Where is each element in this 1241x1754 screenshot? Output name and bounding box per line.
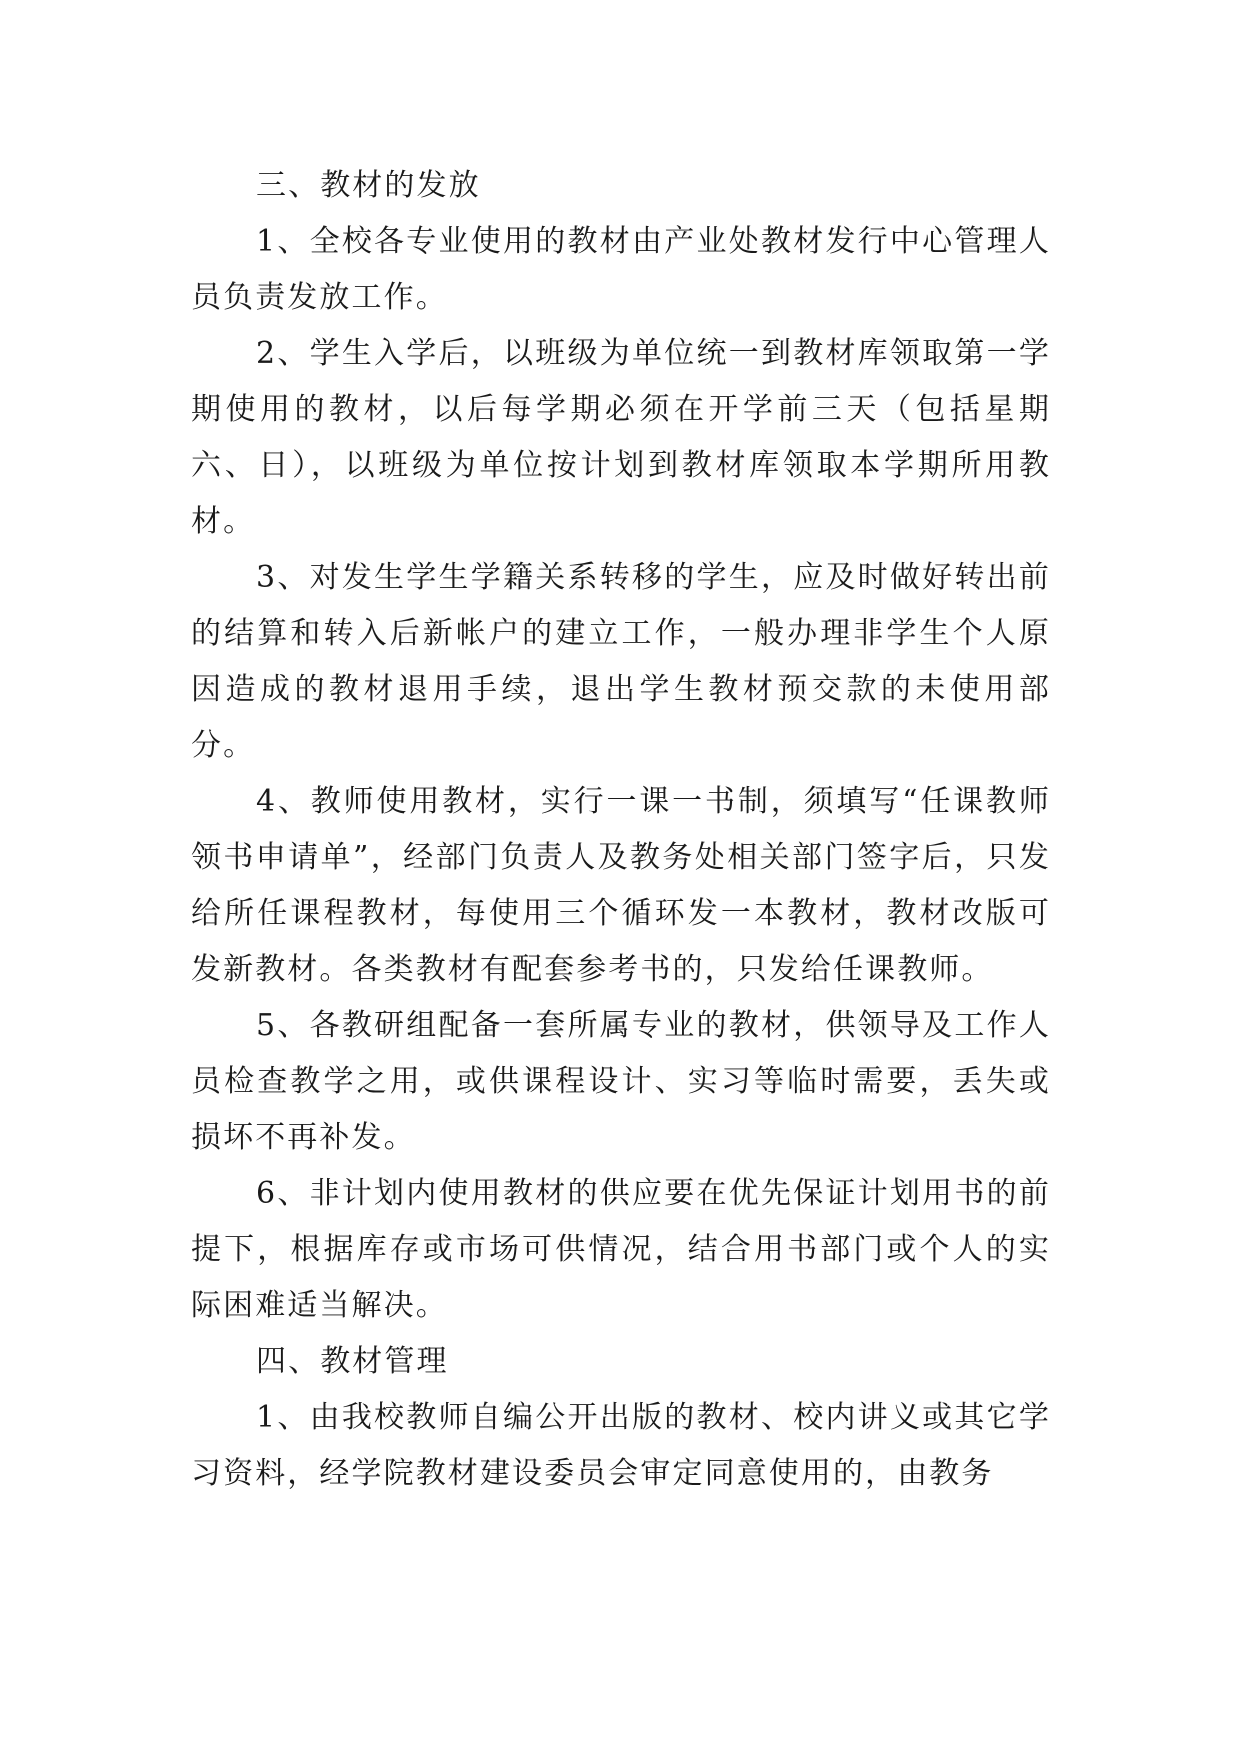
paragraph-distribution-1: 1、全校各专业使用的教材由产业处教材发行中心管理人员负责发放工作。: [191, 224, 1051, 315]
paragraph-distribution-4: 4、教师使用教材，实行一课一书制，须填写“任课教师领书申请单”，经部门负责人及教务处相关部门签字后，只发给所任课程教材，每使用三个循环发一本教材，教材改版可发新教材。各类教材有配套参考书的，只发给任课教师。: [191, 784, 1051, 987]
paragraph-distribution-2: 2、学生入学后，以班级为单位统一到教材库领取第一学期使用的教材，以后每学期必须在开学前三天（包括星期六、日），以班级为单位按计划到教材库领取本学期所用教材。: [191, 336, 1051, 539]
section-heading-management: 四、教材管理: [256, 1344, 449, 1379]
document-body: [191, 158, 1051, 1502]
paragraph-distribution-5: 5、各教研组配备一套所属专业的教材，供领导及工作人员检查教学之用，或供课程设计、实习等临时需要，丢失或损坏不再补发。: [191, 1008, 1051, 1155]
paragraph-distribution-6: 6、非计划内使用教材的供应要在优先保证计划用书的前提下，根据库存或市场可供情况，结合用书部门或个人的实际困难适当解决。: [191, 1176, 1051, 1323]
section-heading-distribution: 三、教材的发放: [256, 168, 481, 203]
paragraph-distribution-3: 3、对发生学生学籍关系转移的学生，应及时做好转出前的结算和转入后新帐户的建立工作，一般办理非学生个人原因造成的教材退用手续，退出学生教材预交款的未使用部分。: [191, 560, 1051, 763]
paragraph-management-1: 1、由我校教师自编公开出版的教材、校内讲义或其它学习资料，经学院教材建设委员会审定同意使用的，由教务: [191, 1400, 1051, 1491]
